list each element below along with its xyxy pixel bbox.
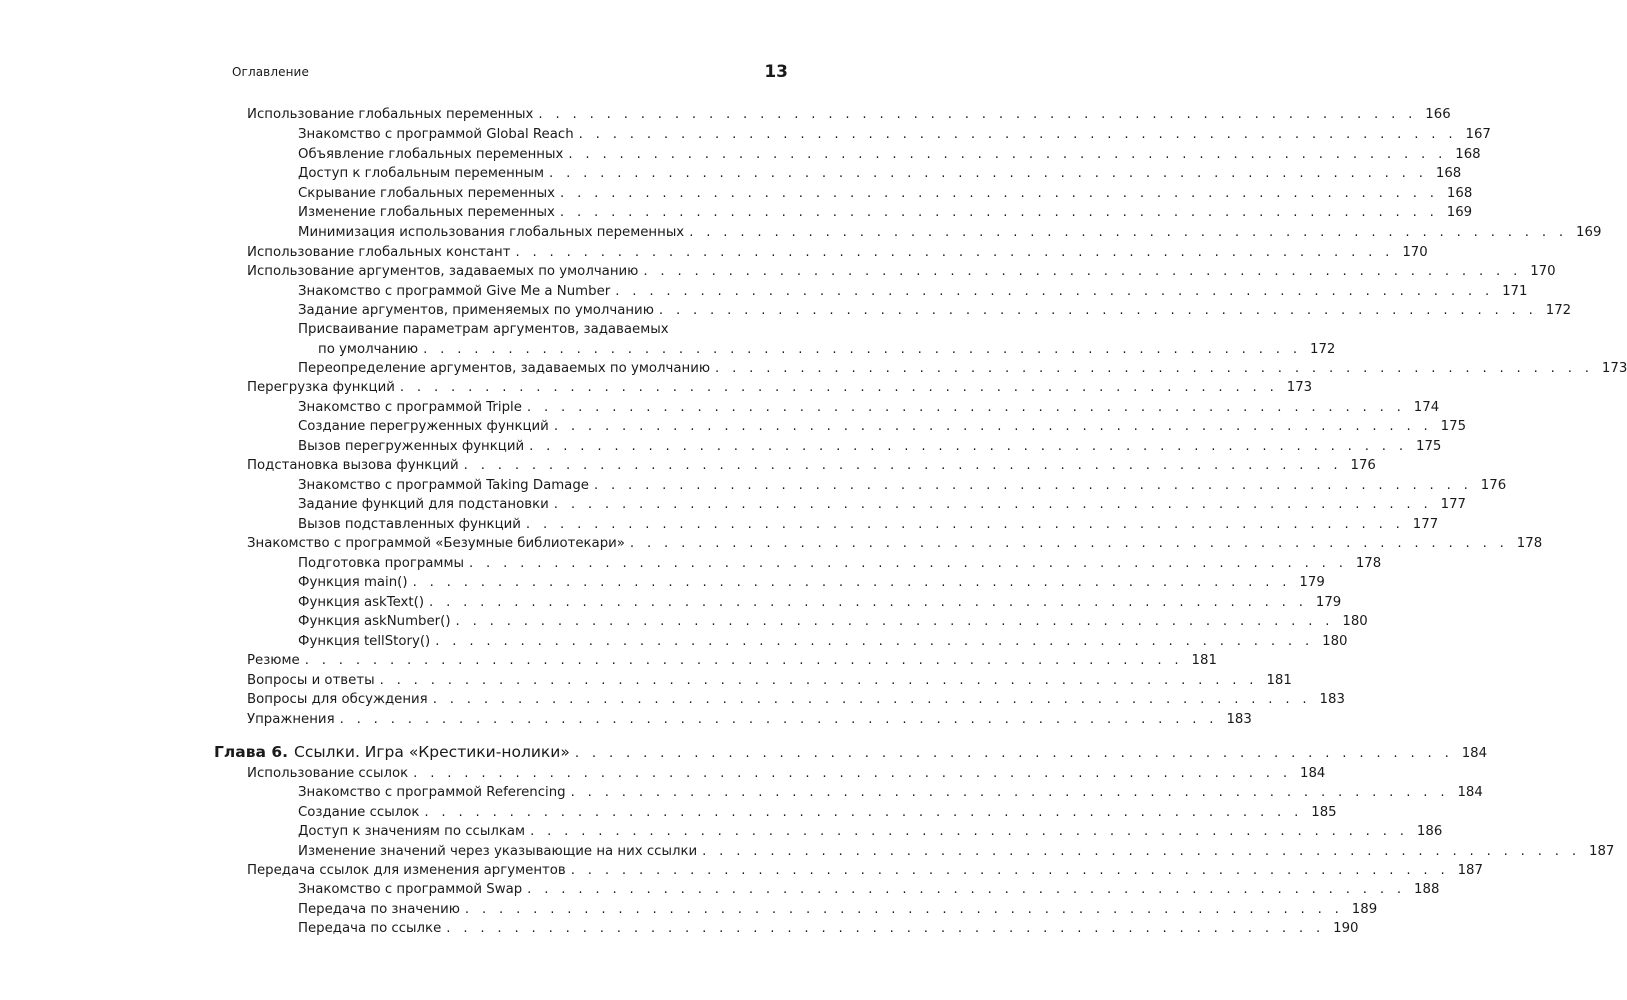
toc-entry[interactable] xyxy=(298,612,1368,632)
dot-leader: . . . . . . . . . . . . . . . . . . . . . . . . . . . . . . . . . . . . . . . . . . . . . . . . . . . . xyxy=(455,614,1334,629)
toc-entry-page: 186 xyxy=(1416,824,1443,839)
dot-leader: . . . . . . . . . . . . . . . . . . . . . . . . . . . . . . . . . . . . . . . . . . . . . . . . . . . . xyxy=(529,439,1408,454)
dot-leader: . . . . . . . . . . . . . . . . . . . . . . . . . . . . . . . . . . . . . . . . . . . . . . . . . . . . xyxy=(435,634,1314,649)
toc-entry-title: Знакомство с программой Global Reach xyxy=(298,127,574,142)
dot-leader: . . . . . . . . . . . . . . . . . . . . . . . . . . . . . . . . . . . . . . . . . . . . . . . . . . . . xyxy=(530,824,1409,839)
toc-entry-title: Знакомство с программой Triple xyxy=(298,400,522,415)
toc-entry[interactable] xyxy=(298,880,1440,900)
toc-entry[interactable] xyxy=(298,822,1443,842)
toc-entry-page: 178 xyxy=(1355,556,1382,571)
toc-entry-page: 176 xyxy=(1350,458,1376,473)
toc-entry-page: 190 xyxy=(1333,921,1359,936)
toc-entry[interactable] xyxy=(298,437,1442,457)
toc-entry-title: Знакомство с программой Taking Damage xyxy=(298,478,589,493)
dot-leader: . . . . . . . . . . . . . . . . . . . . . . . . . . . . . . . . . . . . . . . . . . . . . . . . . . . . xyxy=(423,342,1302,357)
toc-entry-first-line[interactable]: Присваивание параметрам аргументов, задаваемых xyxy=(298,322,669,337)
toc-entry-title: Вопросы для обсуждения xyxy=(247,692,428,707)
toc-entry-continuation[interactable] xyxy=(318,340,1336,360)
toc-entry[interactable] xyxy=(298,515,1439,535)
toc-entry-title: Создание ссылок xyxy=(298,805,420,820)
dot-leader: . . . . . . . . . . . . . . . . . . . . . . . . . . . . . . . . . . . . . . . . . . . . . . . . . . . . xyxy=(658,303,1538,318)
toc-entry-page: 184 xyxy=(1300,766,1326,781)
toc-entry[interactable] xyxy=(298,145,1481,165)
toc-entry[interactable] xyxy=(298,900,1378,920)
toc-entry-title: Функция askNumber() xyxy=(298,614,451,629)
dot-leader: . . . . . . . . . . . . . . . . . . . . . . . . . . . . . . . . . . . . . . . . . . . . . . . . . . . . xyxy=(560,186,1439,201)
toc-entry-page: 180 xyxy=(1322,634,1348,649)
toc-entry-title: Вызов перегруженных функций xyxy=(298,439,525,454)
dot-leader: . . . . . . . . . . . . . . . . . . . . . . . . . . . . . . . . . . . . . . . . . . . . . . . . . . . . xyxy=(304,653,1183,668)
toc-entry[interactable] xyxy=(247,243,1428,263)
toc-entry[interactable] xyxy=(298,783,1483,803)
toc-entry-title: Скрывание глобальных переменных xyxy=(298,186,556,201)
toc-entry-page: 172 xyxy=(1309,342,1336,357)
toc-entry-title: Переопределение аргументов, задаваемых по умолчанию xyxy=(298,361,711,376)
toc-entry[interactable] xyxy=(298,125,1491,145)
toc-entry-page: 169 xyxy=(1446,205,1473,220)
chapter-title: Ссылки. Игра «Крестики-нолики» xyxy=(294,743,570,761)
toc-entry-page: 174 xyxy=(1413,400,1440,415)
dot-leader: . . . . . . . . . . . . . . . . . . . . . . . . . . . . . . . . . . . . . . . . . . . . . . . . . . . . xyxy=(515,245,1394,260)
dot-leader: . . . . . . . . . . . . . . . . . . . . . . . . . . . . . . . . . . . . . . . . . . . . . . . . . . . . xyxy=(689,225,1568,240)
toc-entry-title: Объявление глобальных переменных xyxy=(298,147,564,162)
toc-entry[interactable] xyxy=(298,164,1462,184)
toc-entry[interactable] xyxy=(298,417,1467,437)
page-number: 13 xyxy=(764,62,788,82)
toc-entry-page: 168 xyxy=(1435,166,1462,181)
toc-entry-page: 167 xyxy=(1465,127,1491,142)
toc-entry-title: Передача по значению xyxy=(298,902,460,917)
toc-entry-title: по умолчанию xyxy=(318,342,419,357)
toc-entry[interactable] xyxy=(298,593,1342,613)
dot-leader: . . . . . . . . . . . . . . . . . . . . . . . . . . . . . . . . . . . . . . . . . . . . . . . . . . . . xyxy=(568,147,1447,162)
toc-entry-title: Передача ссылок для изменения аргументов xyxy=(247,863,566,878)
toc-entry-title: Подстановка вызова функций xyxy=(247,458,459,473)
toc-entry[interactable] xyxy=(298,919,1359,939)
toc-entry-page: 173 xyxy=(1286,380,1313,395)
toc-entry[interactable] xyxy=(247,671,1292,691)
dot-leader: . . . . . . . . . . . . . . . . . . . . . . . . . . . . . . . . . . . . . . . . . . . . . . . . . . . . xyxy=(553,419,1433,434)
dot-leader: . . . . . . . . . . . . . . . . . . . . . . . . . . . . . . . . . . . . . . . . . . . . . . . . . . . . xyxy=(468,556,1348,571)
toc-entry[interactable] xyxy=(298,203,1473,223)
toc-entry-page: 173 xyxy=(1601,361,1627,376)
dot-leader: . . . . . . . . . . . . . . . . . . . . . . . . . . . . . . . . . . . . . . . . . . . . . . . . . . . . xyxy=(615,284,1494,299)
toc-entry-title: Вызов подставленных функций xyxy=(298,517,521,532)
dot-leader: . . . . . . . . . . . . . . . . . . . . . . . . . . . . . . . . . . . . . . . . . . . . . . . . . . . . xyxy=(593,478,1473,493)
toc-entry[interactable] xyxy=(247,861,1483,881)
chapter-label: Глава 6. xyxy=(214,743,289,761)
toc-entry-page: 168 xyxy=(1446,186,1473,201)
toc-chapter-entry[interactable] xyxy=(214,740,1488,764)
toc-entry-page: 184 xyxy=(1457,785,1483,800)
dot-leader: . . . . . . . . . . . . . . . . . . . . . . . . . . . . . . . . . . . . . . . . . . . . . . . . . . . . xyxy=(559,205,1439,220)
toc-entry[interactable] xyxy=(247,764,1326,784)
dot-leader: . . . . . . . . . . . . . . . . . . . . . . . . . . . . . . . . . . . . . . . . . . . . . . . . . . . . xyxy=(715,361,1594,376)
toc-entry-title: Использование глобальных констант xyxy=(247,245,511,260)
toc-entry-title: Использование ссылок xyxy=(247,766,409,781)
toc-entry-page: 183 xyxy=(1226,712,1252,727)
toc-entry-page: 181 xyxy=(1191,653,1217,668)
toc-entry-page: 168 xyxy=(1455,147,1481,162)
dot-leader: . . . . . . . . . . . . . . . . . . . . . . . . . . . . . . . . . . . . . . . . . . . . . . . . . . . . xyxy=(413,766,1292,781)
toc-entry-page: 176 xyxy=(1480,478,1507,493)
toc-entry[interactable] xyxy=(298,223,1602,243)
toc-entry-page: 180 xyxy=(1342,614,1368,629)
toc-entry-title: Вопросы и ответы xyxy=(247,673,375,688)
toc-entry-page: 189 xyxy=(1351,902,1378,917)
toc-entry[interactable] xyxy=(247,710,1252,730)
toc-entry-title: Передача по ссылке xyxy=(298,921,442,936)
toc-entry-title: Использование аргументов, задаваемых по умолчанию xyxy=(247,264,639,279)
dot-leader: . . . . . . . . . . . . . . . . . . . . . . . . . . . . . . . . . . . . . . . . . . . . . . . . . . . . xyxy=(702,844,1581,859)
toc-entry[interactable] xyxy=(247,690,1345,710)
toc-entry[interactable] xyxy=(298,282,1528,302)
toc-entry-page: 179 xyxy=(1315,595,1342,610)
toc-entry-page: 171 xyxy=(1502,284,1528,299)
toc-entry-page: 179 xyxy=(1299,575,1325,590)
toc-entry-page: 175 xyxy=(1415,439,1442,454)
toc-entry[interactable] xyxy=(247,105,1451,125)
dot-leader: . . . . . . . . . . . . . . . . . . . . . . . . . . . . . . . . . . . . . . . . . . . . . . . . . . . . xyxy=(643,264,1522,279)
toc-entry-page: 184 xyxy=(1461,746,1488,761)
toc-entry-page: 183 xyxy=(1319,692,1345,707)
toc-entry[interactable] xyxy=(298,842,1615,862)
toc-entry[interactable] xyxy=(298,301,1572,321)
toc-entry-title: Знакомство с программой «Безумные библиотекари» xyxy=(247,536,625,551)
toc-entry-title: Подготовка программы xyxy=(298,556,464,571)
toc-entry-title: Задание функций для подстановки xyxy=(298,497,549,512)
dot-leader: . . . . . . . . . . . . . . . . . . . . . . . . . . . . . . . . . . . . . . . . . . . . . . . . . . . . xyxy=(399,380,1279,395)
dot-leader: . . . . . . . . . . . . . . . . . . . . . . . . . . . . . . . . . . . . . . . . . . . . . . . . . . . . xyxy=(429,595,1308,610)
toc-entry-title: Функция main() xyxy=(298,575,408,590)
toc-entry[interactable] xyxy=(247,534,1543,554)
toc-entry-page: 170 xyxy=(1402,245,1428,260)
dot-leader: . . . . . . . . . . . . . . . . . . . . . . . . . . . . . . . . . . . . . . . . . . . . . . . . . . . . xyxy=(527,882,1406,897)
toc-entry[interactable] xyxy=(247,378,1313,398)
dot-leader: . . . . . . . . . . . . . . . . . . . . . . . . . . . . . . . . . . . . . . . . . . . . . . . . . . . . xyxy=(553,497,1433,512)
dot-leader: . . . . . . . . . . . . . . . . . . . . . . . . . . . . . . . . . . . . . . . . . . . . . . . . . . . . xyxy=(570,785,1449,800)
toc-entry-page: 185 xyxy=(1311,805,1337,820)
running-title: Оглавление xyxy=(232,65,309,79)
dot-leader: . . . . . . . . . . . . . . . . . . . . . . . . . . . . . . . . . . . . . . . . . . . . . . . . . . . . xyxy=(412,575,1291,590)
toc-entry-page: 175 xyxy=(1440,419,1467,434)
toc-entry[interactable] xyxy=(298,803,1337,823)
dot-leader: . . . . . . . . . . . . . . . . . . . . . . . . . . . . . . . . . . . . . . . . . . . . . . . . . . . . xyxy=(432,692,1311,707)
toc-entry-page: 188 xyxy=(1414,882,1440,897)
toc-entry-page: 169 xyxy=(1576,225,1602,240)
dot-leader: . . . . . . . . . . . . . . . . . . . . . . . . . . . . . . . . . . . . . . . . . . . . . . . . . . . . xyxy=(339,712,1218,727)
toc-entry[interactable] xyxy=(247,651,1217,671)
toc-entry-title: Знакомство с программой Referencing xyxy=(298,785,566,800)
toc-entry-title: Изменение значений через указывающие на них ссылки xyxy=(298,844,698,859)
toc-entry[interactable] xyxy=(298,554,1382,574)
toc-entry-title: Доступ к глобальным переменным xyxy=(298,166,545,181)
toc-entry-title: Знакомство с программой Give Me a Number xyxy=(298,284,611,299)
toc-entry[interactable] xyxy=(298,632,1348,652)
toc-entry-title: Минимизация использования глобальных переменных xyxy=(298,225,685,240)
dot-leader: . . . . . . . . . . . . . . . . . . . . . . . . . . . . . . . . . . . . . . . . . . . . . . . . . . . . xyxy=(538,107,1417,122)
toc-entry-title: Создание перегруженных функций xyxy=(298,419,549,434)
toc-entry-title: Упражнения xyxy=(247,712,335,727)
toc-entry-title: Резюме xyxy=(247,653,300,668)
toc-entry-title: Задание аргументов, применяемых по умолчанию xyxy=(298,303,654,318)
dot-leader: . . . . . . . . . . . . . . . . . . . . . . . . . . . . . . . . . . . . . . . . . . . . . . . . . . . . xyxy=(463,458,1342,473)
toc-entry-title: Знакомство с программой Swap xyxy=(298,882,523,897)
toc-entry-page: 166 xyxy=(1425,107,1451,122)
toc-entry[interactable] xyxy=(298,495,1467,515)
dot-leader: . . . . . . . . . . . . . . . . . . . . . . . . . . . . . . . . . . . . . . . . . . . . . . . . . . . . xyxy=(629,536,1509,551)
toc-entry-page: 177 xyxy=(1412,517,1439,532)
dot-leader: . . . . . . . . . . . . . . . . . . . . . . . . . . . . . . . . . . . . . . . . . . . . . . . . . . . . xyxy=(570,863,1449,878)
dot-leader: . . . . . . . . . . . . . . . . . . . . . . . . . . . . . . . . . . . . . . . . . . . . . . . . . . . . xyxy=(549,166,1428,181)
dot-leader: . . . . . . . . . . . . . . . . . . . . . . . . . . . . . . . . . . . . . . . . . . . . . . . . . . . . xyxy=(526,400,1406,415)
dot-leader: . . . . . . . . . . . . . . . . . . . . . . . . . . . . . . . . . . . . . . . . . . . . . . . . . . . . xyxy=(464,902,1344,917)
toc-entry[interactable] xyxy=(247,262,1556,282)
toc-entry-page: 187 xyxy=(1588,844,1615,859)
dot-leader: . . . . . . . . . . . . . . . . . . . . . . . . . . . . . . . . . . . . . . . . . . . . . . . . . . . . xyxy=(525,517,1405,532)
toc-entry-title: Доступ к значениям по ссылкам xyxy=(298,824,526,839)
toc-entry[interactable] xyxy=(247,456,1376,476)
dot-leader: . . . . . . . . . . . . . . . . . . . . . . . . . . . . . . . . . . . . . . . . . . . . . . . . . . . . xyxy=(574,746,1454,761)
toc-entry-title: Функция askText() xyxy=(298,595,425,610)
toc-entry-page: 178 xyxy=(1516,536,1543,551)
dot-leader: . . . . . . . . . . . . . . . . . . . . . . . . . . . . . . . . . . . . . . . . . . . . . . . . . . . . xyxy=(578,127,1457,142)
toc-entry-title: Перегрузка функций xyxy=(247,380,395,395)
toc-entry[interactable] xyxy=(298,476,1507,496)
toc-entry-page: 181 xyxy=(1266,673,1292,688)
dot-leader: . . . . . . . . . . . . . . . . . . . . . . . . . . . . . . . . . . . . . . . . . . . . . . . . . . . . xyxy=(446,921,1325,936)
toc-entry-page: 172 xyxy=(1545,303,1572,318)
dot-leader: . . . . . . . . . . . . . . . . . . . . . . . . . . . . . . . . . . . . . . . . . . . . . . . . . . . . xyxy=(379,673,1258,688)
toc-entry-page: 170 xyxy=(1530,264,1556,279)
toc-entry-title: Использование глобальных переменных xyxy=(247,107,534,122)
toc-entry[interactable] xyxy=(298,359,1627,379)
toc-entry-page: 187 xyxy=(1457,863,1483,878)
toc-entry-title: Изменение глобальных переменных xyxy=(298,205,555,220)
toc-entry-page: 177 xyxy=(1440,497,1467,512)
toc-entry[interactable] xyxy=(298,398,1440,418)
toc-entry[interactable] xyxy=(298,573,1325,593)
toc-entry[interactable] xyxy=(298,184,1473,204)
toc-entry-title: Функция tellStory() xyxy=(298,634,431,649)
dot-leader: . . . . . . . . . . . . . . . . . . . . . . . . . . . . . . . . . . . . . . . . . . . . . . . . . . . . xyxy=(424,805,1303,820)
